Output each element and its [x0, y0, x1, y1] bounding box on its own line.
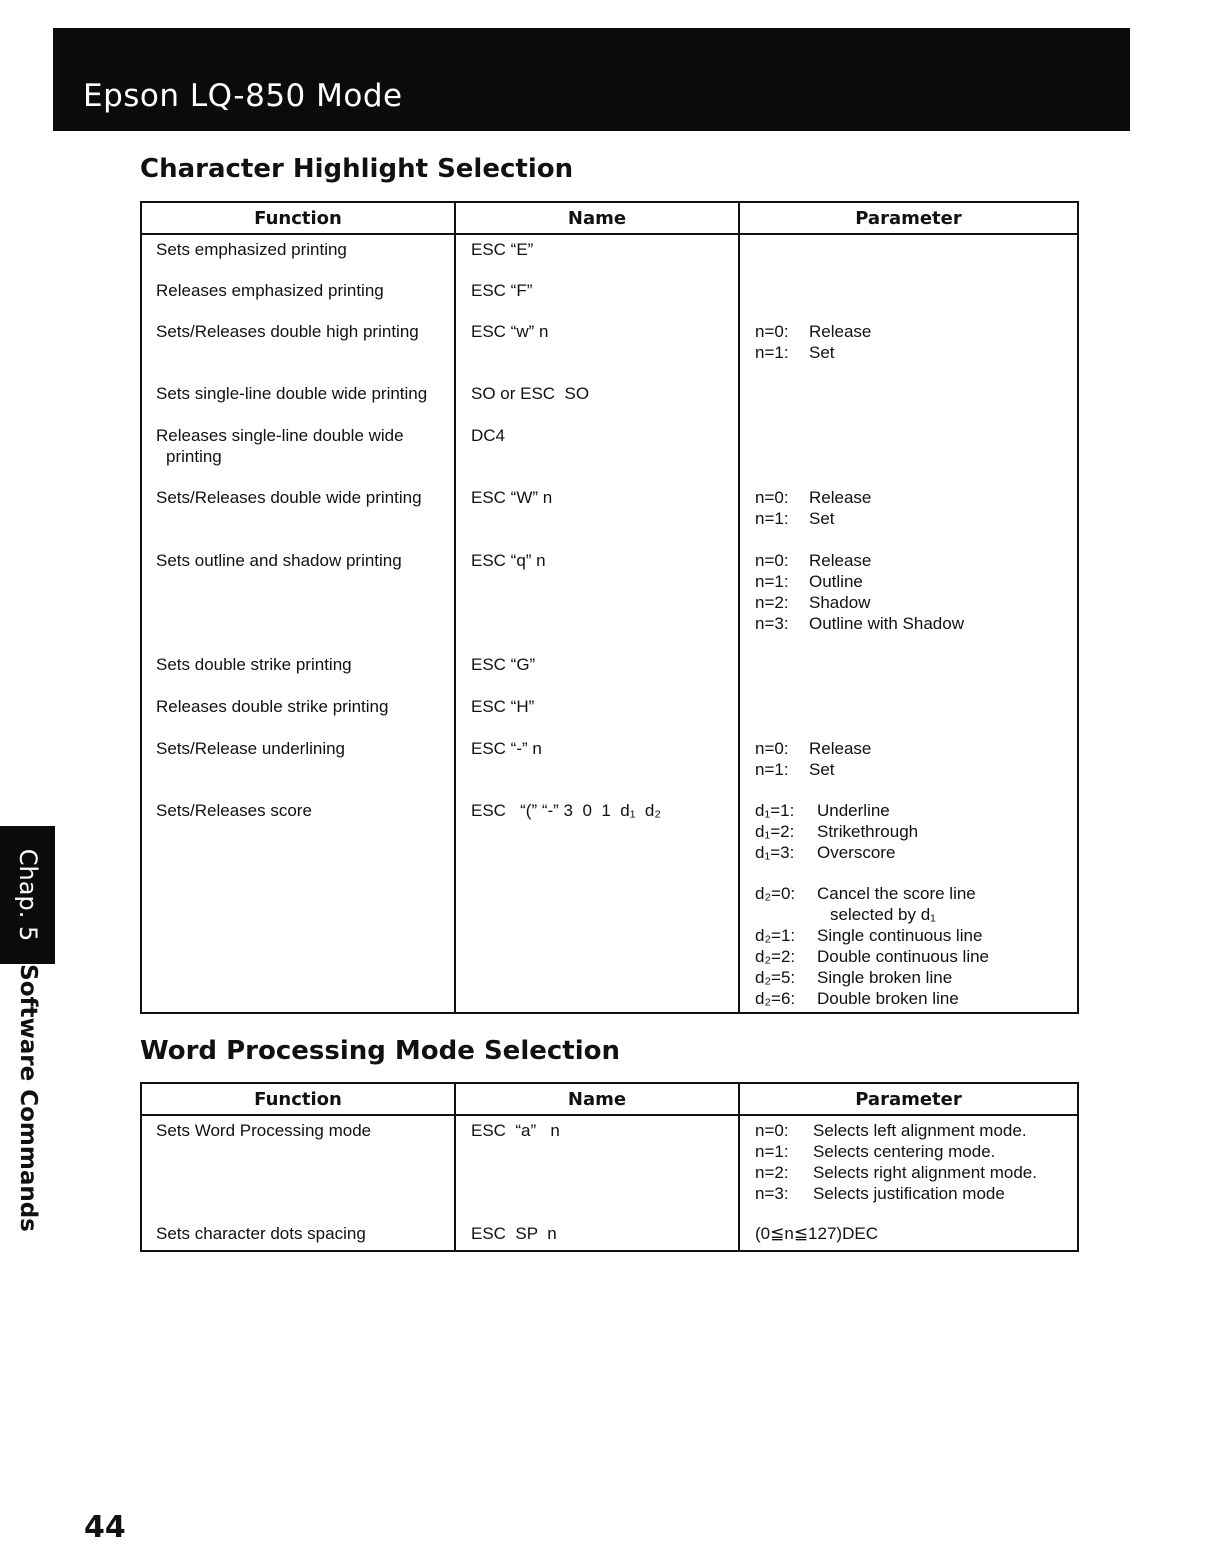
column-header-parameter: Parameter: [739, 1083, 1078, 1115]
parameter-line: [755, 592, 1077, 613]
function-text: Sets/Releases double high printing: [156, 322, 419, 341]
parameter-value: Strikethrough: [817, 822, 919, 841]
name-cell: ESC “W” n: [455, 483, 739, 546]
parameter-value: Cancel the score line: [817, 884, 976, 903]
parameter-line: [755, 1120, 1077, 1141]
name-cell: ESC “(” “-” 3 0 1 d₁ d₂: [455, 796, 739, 1013]
parameter-value-group: [817, 883, 976, 925]
parameter-line: [755, 738, 1077, 759]
parameter-line: [755, 1223, 1077, 1244]
parameter-cell: [739, 421, 1078, 483]
table-row: [141, 276, 1078, 317]
parameter-line: [755, 487, 1077, 508]
parameter-key: d₁=2:: [755, 822, 795, 841]
section-heading-character-highlight: Character Highlight Selection: [140, 154, 574, 184]
function-cell: [141, 276, 455, 317]
parameter-line: [755, 613, 1077, 634]
name-cell: ESC “E”: [455, 234, 739, 276]
function-text: Sets/Releases score: [156, 801, 312, 820]
header-bar: [53, 28, 1130, 131]
column-header-parameter: Parameter: [739, 202, 1078, 234]
character-highlight-table: [140, 201, 1079, 1014]
parameter-key: n=1:: [755, 572, 789, 591]
function-cell: [141, 379, 455, 421]
parameter-cell: [739, 734, 1078, 796]
parameter-value: Release: [809, 488, 872, 507]
chapter-tab: [0, 826, 55, 964]
table-header-row: [141, 1083, 1078, 1115]
parameter-value-group: [809, 487, 871, 508]
parameter-value: Outline with Shadow: [809, 614, 964, 633]
parameter-value-group: [813, 1162, 1037, 1183]
parameter-key: n=3:: [755, 1184, 789, 1203]
parameter-line: [755, 1183, 1077, 1204]
parameter-value: Shadow: [809, 593, 871, 612]
parameter-cell: [739, 650, 1078, 692]
parameter-line: [755, 508, 1077, 529]
parameter-key: d₂=2:: [755, 947, 796, 966]
parameter-line: [755, 883, 1077, 925]
parameter-line: [755, 842, 1077, 863]
parameter-key: n=1:: [755, 760, 789, 779]
parameter-value-group: [817, 821, 918, 842]
page-title: Epson LQ-850 Mode: [83, 78, 403, 114]
parameter-cell: [739, 692, 1078, 734]
parameter-value-group: [817, 988, 959, 1009]
parameter-key: n=1:: [755, 343, 789, 362]
function-text: Releases emphasized printing: [156, 281, 384, 300]
parameter-key: n=0:: [755, 739, 789, 758]
parameter-key: (0≦n≦127)DEC: [755, 1224, 878, 1243]
name-cell: ESC “-” n: [455, 734, 739, 796]
parameter-value: Set: [809, 343, 835, 362]
table-row: [141, 234, 1078, 276]
parameter-value-group: [809, 571, 863, 592]
function-text: Sets emphasized printing: [156, 240, 347, 259]
parameter-key: n=2:: [755, 593, 789, 612]
chapter-label: Chap. 5: [14, 848, 42, 942]
parameter-cell: [739, 276, 1078, 317]
parameter-key: d₂=1:: [755, 926, 796, 945]
parameter-value-group: [809, 759, 835, 780]
name-cell: ESC “F”: [455, 276, 739, 317]
parameter-value-group: [809, 342, 835, 363]
parameter-value-group: [817, 946, 989, 967]
parameter-value: Selects centering mode.: [813, 1142, 996, 1161]
table-row: [141, 692, 1078, 734]
function-cell: [141, 421, 455, 483]
section-heading-word-processing: Word Processing Mode Selection: [140, 1036, 620, 1066]
table-row: [141, 1219, 1078, 1251]
parameter-value-group: [809, 321, 871, 342]
parameter-key: n=2:: [755, 1163, 789, 1182]
table-row: [141, 379, 1078, 421]
function-text: Sets Word Processing mode: [156, 1121, 372, 1140]
parameter-value: Double continuous line: [817, 947, 990, 966]
function-text: Sets/Releases double wide printing: [156, 488, 422, 507]
parameter-value: Overscore: [817, 843, 896, 862]
function-text: Sets character dots spacing: [156, 1224, 366, 1243]
parameter-line: [755, 821, 1077, 842]
parameter-line: [755, 550, 1077, 571]
parameter-value-group: [809, 592, 870, 613]
table-row: [141, 650, 1078, 692]
parameter-key: n=0:: [755, 1121, 789, 1140]
table-row: [141, 483, 1078, 546]
function-cell: [141, 1115, 455, 1219]
table-row: [141, 1115, 1078, 1219]
function-cell: [141, 483, 455, 546]
parameter-key: n=3:: [755, 614, 789, 633]
parameter-line: [755, 925, 1077, 946]
parameter-key: n=0:: [755, 551, 789, 570]
table-row: [141, 796, 1078, 1013]
parameter-line: [755, 1141, 1077, 1162]
parameter-cell: [739, 317, 1078, 379]
column-header-name: Name: [455, 202, 739, 234]
parameter-value-group: [809, 550, 871, 571]
function-text-continued: printing: [166, 447, 222, 466]
parameter-line: [755, 800, 1077, 821]
parameter-value: Release: [809, 551, 872, 570]
parameter-cell: [739, 546, 1078, 650]
parameter-value-group: [817, 925, 982, 946]
function-cell: [141, 546, 455, 650]
table-row: [141, 546, 1078, 650]
name-cell: DC4: [455, 421, 739, 483]
parameter-value-continued: selected by d₁: [830, 905, 936, 924]
parameter-value-group: [813, 1120, 1027, 1141]
column-header-function: Function: [141, 202, 455, 234]
function-cell: [141, 650, 455, 692]
parameter-value-group: [817, 967, 952, 988]
name-cell: ESC “a” n: [455, 1115, 739, 1219]
table-row: [141, 317, 1078, 379]
table-row: [141, 734, 1078, 796]
parameter-line: [755, 759, 1077, 780]
parameter-value: Selects justification mode: [813, 1184, 1005, 1203]
parameter-line: [755, 342, 1077, 363]
table-header-row: [141, 202, 1078, 234]
table-row: [141, 421, 1078, 483]
parameter-cell: [739, 379, 1078, 421]
parameter-line: [755, 1162, 1077, 1183]
parameter-value: Single continuous line: [817, 926, 983, 945]
parameter-cell: [739, 234, 1078, 276]
column-header-function: Function: [141, 1083, 455, 1115]
function-text: Sets single-line double wide printing: [156, 384, 428, 403]
parameter-key: n=1:: [755, 1142, 789, 1161]
parameter-line: [755, 946, 1077, 967]
name-cell: ESC “q” n: [455, 546, 739, 650]
parameter-key: n=0:: [755, 322, 789, 341]
word-processing-table: [140, 1082, 1079, 1252]
parameter-value: Single broken line: [817, 968, 953, 987]
parameter-key: d₁=1:: [755, 801, 795, 820]
parameter-value: Outline: [809, 572, 863, 591]
parameter-key: d₁=3:: [755, 843, 795, 862]
parameter-key: n=1:: [755, 509, 789, 528]
name-cell: ESC “H”: [455, 692, 739, 734]
parameter-value: Double broken line: [817, 989, 959, 1008]
parameter-cell: [739, 796, 1078, 1013]
name-cell: ESC SP n: [455, 1219, 739, 1251]
parameter-cell: [739, 1115, 1078, 1219]
parameter-value-group: [809, 613, 964, 634]
parameter-key: d₂=0:: [755, 884, 796, 903]
parameter-value-group: [817, 800, 890, 821]
parameter-line: [755, 988, 1077, 1009]
section-side-label: Software Commands: [15, 964, 41, 1232]
column-header-name: Name: [455, 1083, 739, 1115]
function-text: Sets double strike printing: [156, 655, 352, 674]
function-text: Releases double strike printing: [156, 697, 389, 716]
parameter-value-group: [813, 1141, 995, 1162]
parameter-key: d₂=6:: [755, 989, 796, 1008]
function-text: Sets/Release underlining: [156, 739, 346, 758]
parameter-key: n=0:: [755, 488, 789, 507]
parameter-key: d₂=5:: [755, 968, 796, 987]
parameter-cell: [739, 1219, 1078, 1251]
parameter-value: Set: [809, 509, 835, 528]
function-cell: [141, 234, 455, 276]
parameter-cell: [739, 483, 1078, 546]
parameter-value: Selects right alignment mode.: [813, 1163, 1037, 1182]
function-cell: [141, 796, 455, 1013]
name-cell: ESC “w” n: [455, 317, 739, 379]
parameter-value-group: [817, 842, 895, 863]
function-cell: [141, 317, 455, 379]
function-text: Sets outline and shadow printing: [156, 551, 402, 570]
function-cell: [141, 734, 455, 796]
function-cell: [141, 1219, 455, 1251]
parameter-value-group: [809, 508, 835, 529]
parameter-line: [755, 571, 1077, 592]
parameter-value: Selects left alignment mode.: [813, 1121, 1027, 1140]
parameter-value: Underline: [817, 801, 890, 820]
page-number: 44: [84, 1510, 126, 1545]
parameter-value: Set: [809, 760, 835, 779]
function-text: Releases single-line double wide: [156, 426, 404, 445]
parameter-value-group: [813, 1183, 1005, 1204]
name-cell: SO or ESC SO: [455, 379, 739, 421]
parameter-value-group: [809, 738, 871, 759]
parameter-line: [755, 967, 1077, 988]
parameter-line: [755, 321, 1077, 342]
parameter-value: Release: [809, 322, 872, 341]
function-cell: [141, 692, 455, 734]
parameter-value: Release: [809, 739, 872, 758]
name-cell: ESC “G”: [455, 650, 739, 692]
